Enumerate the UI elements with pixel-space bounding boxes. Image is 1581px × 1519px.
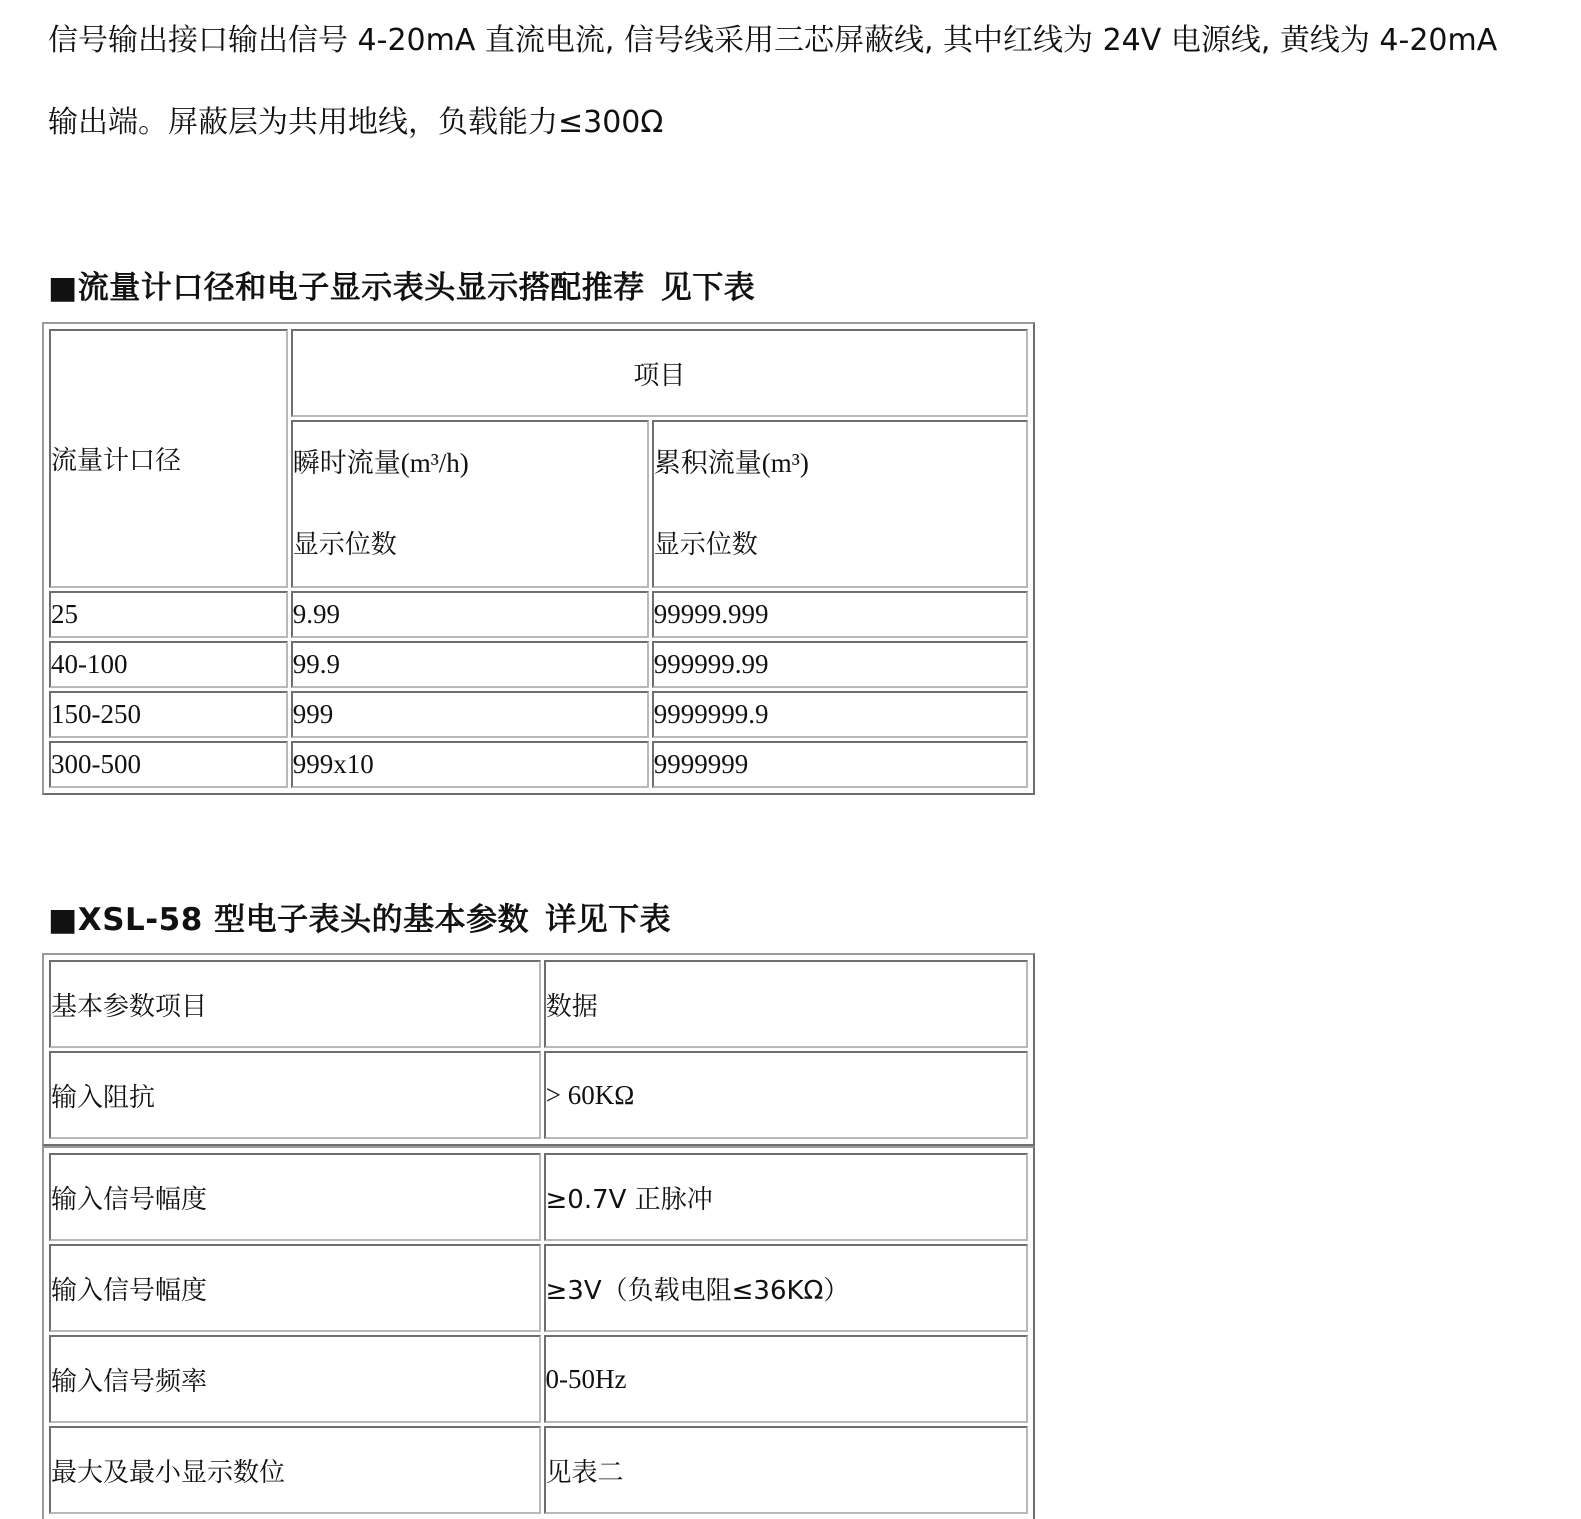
cell-total: 999999.99	[652, 641, 1028, 688]
cell-caliber: 300-500	[49, 741, 288, 788]
table-row	[49, 1051, 1028, 1139]
table-row	[49, 1426, 1028, 1514]
cell-param: 最大及最小显示数位	[49, 1426, 541, 1514]
cell-caliber: 40-100	[49, 641, 288, 688]
header-total-line2: 显示位数	[653, 530, 758, 560]
table-row	[49, 641, 1028, 688]
section-title-suffix: 详见下表	[545, 902, 672, 938]
square-bullet-icon: ■	[48, 902, 78, 938]
table-row	[49, 591, 1028, 638]
signal-params-table	[42, 1146, 1035, 1519]
table-row	[49, 1335, 1028, 1423]
header-caliber: 流量计口径	[49, 329, 288, 588]
section-title-text: 流量计口径和电子显示表头显示搭配推荐	[77, 270, 645, 306]
table-row	[49, 1244, 1028, 1332]
cell-instant: 999x10	[291, 741, 649, 788]
section-title-text: XSL-58 型电子表头的基本参数	[77, 902, 530, 938]
cell-caliber: 25	[49, 591, 288, 638]
cell-total: 9999999.9	[652, 691, 1028, 738]
cell-value: 数据	[544, 960, 1028, 1048]
section-title-basic-params	[48, 894, 671, 939]
table-row	[49, 691, 1028, 738]
cell-value: ≥3V（负载电阻≤36KΩ）	[544, 1244, 1028, 1332]
intro-line-1: 信号输出接口输出信号 4-20mA 直流电流, 信号线采用三芯屏蔽线, 其中红线为 24V 电源线, 黄线为 4-20mA	[48, 23, 1498, 58]
cell-caliber: 150-250	[49, 691, 288, 738]
square-bullet-icon: ■	[48, 270, 78, 306]
cell-total: 9999999	[652, 741, 1028, 788]
intro-paragraph	[48, 0, 1548, 164]
header-instant-line2: 显示位数	[292, 530, 397, 560]
cell-param: 输入信号频率	[49, 1335, 541, 1423]
cell-instant: 9.99	[291, 591, 649, 638]
cell-value: > 60KΩ	[544, 1051, 1028, 1139]
cell-value: 0-50Hz	[544, 1335, 1028, 1423]
cell-param: 基本参数项目	[49, 960, 541, 1048]
cell-instant: 999	[291, 691, 649, 738]
cell-value: ≥0.7V 正脉冲	[544, 1153, 1028, 1241]
table-row	[49, 1153, 1028, 1241]
cell-value: 见表二	[544, 1426, 1028, 1514]
header-instant-line1: 瞬时流量(m³/h)	[292, 448, 469, 478]
display-match-table	[42, 322, 1035, 795]
cell-param: 输入阻抗	[49, 1051, 541, 1139]
header-total-line1: 累积流量(m³)	[653, 448, 809, 478]
header-item: 项目	[291, 329, 1028, 417]
cell-param: 输入信号幅度	[49, 1244, 541, 1332]
section-title-suffix: 见下表	[660, 270, 756, 306]
header-total-flow	[652, 420, 1028, 588]
section-title-display-match	[48, 262, 755, 307]
intro-line-2: 输出端。屏蔽层为共用地线，负载能力≤300Ω	[48, 105, 664, 140]
basic-params-table	[42, 953, 1035, 1146]
cell-param: 输入信号幅度	[49, 1153, 541, 1241]
table-row	[49, 960, 1028, 1048]
table-row	[49, 741, 1028, 788]
cell-total: 99999.999	[652, 591, 1028, 638]
cell-instant: 99.9	[291, 641, 649, 688]
header-instant-flow	[291, 420, 649, 588]
